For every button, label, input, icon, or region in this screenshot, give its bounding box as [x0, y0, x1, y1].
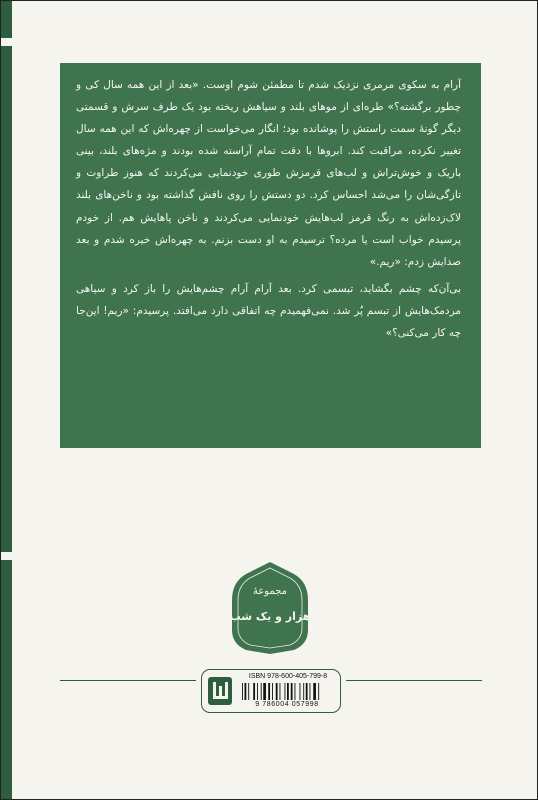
blurb-paragraph-1: آرام به سکوی مرمری نزدیک شدم تا مطمئن شوم اوست. «بعد از این همه سال کی و چطور برگشته؟» طره‌ای از موهای بلند و سیاهش ریخته بود یک طرف سرش و قسمتی دیگر گونهٔ سمت راستش را پوشانده بود؛ انگار می‌خواست از چهره‌اش که این همه سال تغییر نکرده، مراقبت کند. ابروها با دقت تمام آراسته شده بودند و مژه‌های بلند، بینی باریک و خوش‌تراش و لب‌های قرمزش طوری خودنمایی می‌کردند که هنوز طراوت و تازگی‌شان را می‌شد احساس کرد. دو دستش را روی نافش گذاشته بود و ناخن‌های بلند لاک‌زده‌اش به رنگ قرمز لب‌هایش خودنمایی می‌کردند و ناخن پاهایش هم. از خودم پرسیدم خواب است یا مرده؟ ترسیدم به او دست بزنم. به چهره‌اش خیره شدم و بعد صدایش زدم: «ریم.» [76, 79, 461, 268]
series-title-line2: هزار و یک شب [229, 610, 311, 623]
isbn-number: ISBN 978-600-405-799-8 [248, 673, 328, 680]
barcode-digits: 9 786004 057998 [255, 701, 319, 708]
series-title-line1: مجموعهٔ [252, 586, 288, 597]
blurb-paragraph-2: بی‌آن‌که چشم بگشاید، تبسمی کرد. بعد آرام آرام چشم‌هایش را باز کرد و سیاهی مردمک‌هایش از تبسم پُر شد. نمی‌فهمیدم چه اتفاقی دارد می‌افتد. پرسیدم: «ریم! این‌جا چه کار می‌کنی؟» [76, 282, 461, 340]
